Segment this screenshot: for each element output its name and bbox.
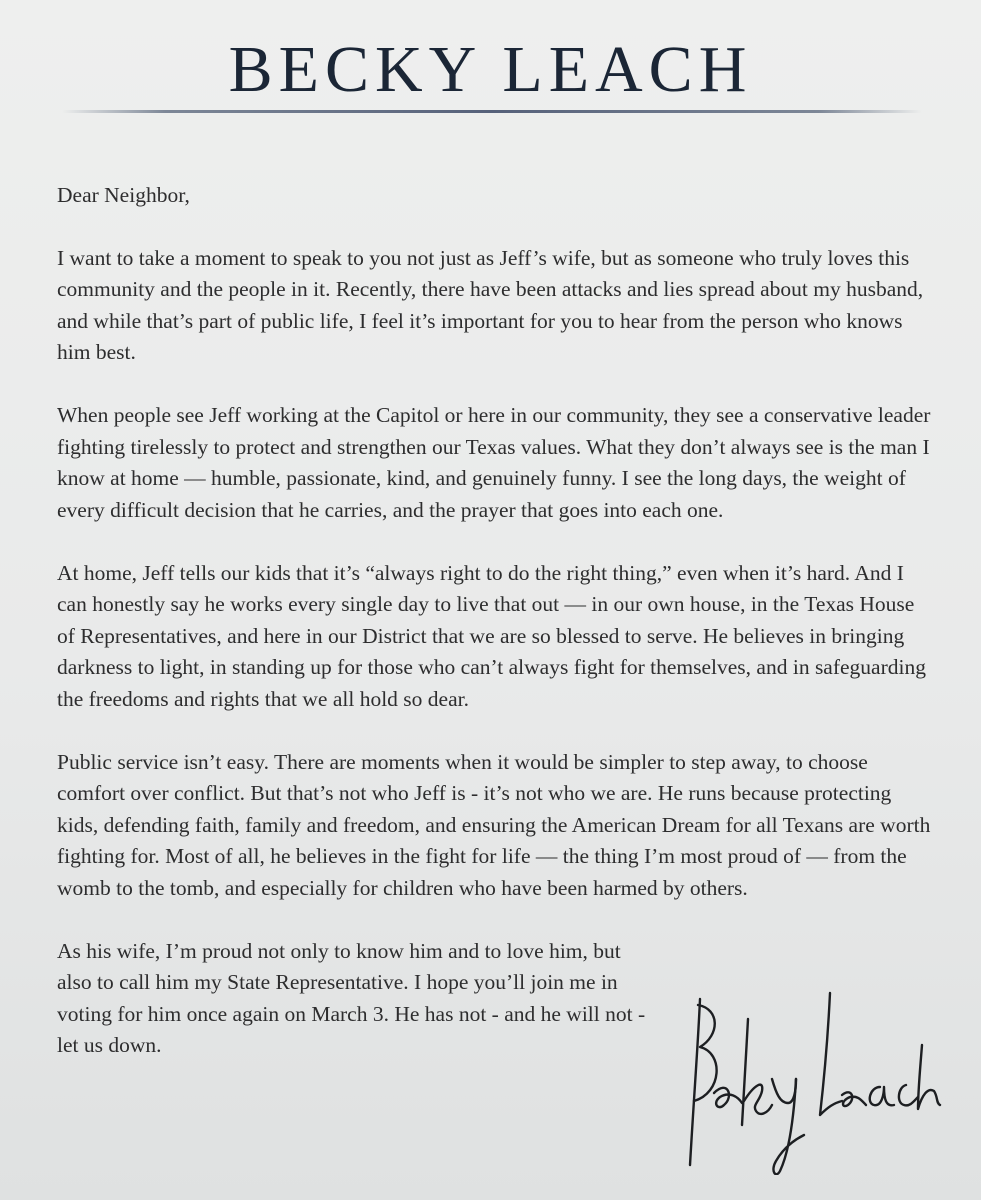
letterhead-name: BECKY LEACH: [228, 33, 753, 106]
letter-paragraph-4: Public service isn’t easy. There are moments when it would be simpler to step away, to choose comfort over conflict. But that’s not who Jeff is - it’s not who we are. He runs because protecting kids, defending faith, family and freedom, and ensuring the American Dream for all Texans are worth fighting for. Most of all, he believes in the fight for life — the thing I’m most proud of — from the womb to the tomb, and especially for children who have been harmed by others.: [57, 749, 931, 900]
letter-paragraph-3: At home, Jeff tells our kids that it’s “always right to do the right thing,” even when it’s hard. And I can honestly say he works every single day to live that out — in our own house, in the Texas House of Representatives, and here in our District that we are so blessed to serve. He believes in bringing darkness to light, in standing up for those who can’t always fight for themselves, and in safeguarding the freedoms and rights that we all hold so dear.: [57, 560, 926, 711]
handwritten-signature: [672, 975, 942, 1175]
letter-paragraph-2: When people see Jeff working at the Capitol or here in our community, they see a conservative leader fighting tirelessly to protect and strengthen our Texas values. What they don’t always see is the man I know at home — humble, passionate, kind, and genuinely funny. I see the long days, the weight of every difficult decision that he carries, and the prayer that goes into each one.: [57, 403, 931, 522]
letter-greeting: Dear Neighbor,: [57, 183, 190, 207]
letterhead-rule: [62, 110, 922, 113]
letter-body: [57, 180, 937, 1062]
letter-closing: As his wife, I’m proud not only to know him and to love him, but also to call him my State Representative. I hope you’ll join me in voting for him once again on March 3. He has not - and he will not - let us down.: [57, 938, 646, 1057]
letter-paragraph-1: I want to take a moment to speak to you not just as Jeff’s wife, but as someone who truly loves this community and the people in it. Recently, there have been attacks and lies spread about my husband, and while that’s part of public life, I feel it’s important for you to hear from the person who knows him best.: [57, 245, 924, 364]
